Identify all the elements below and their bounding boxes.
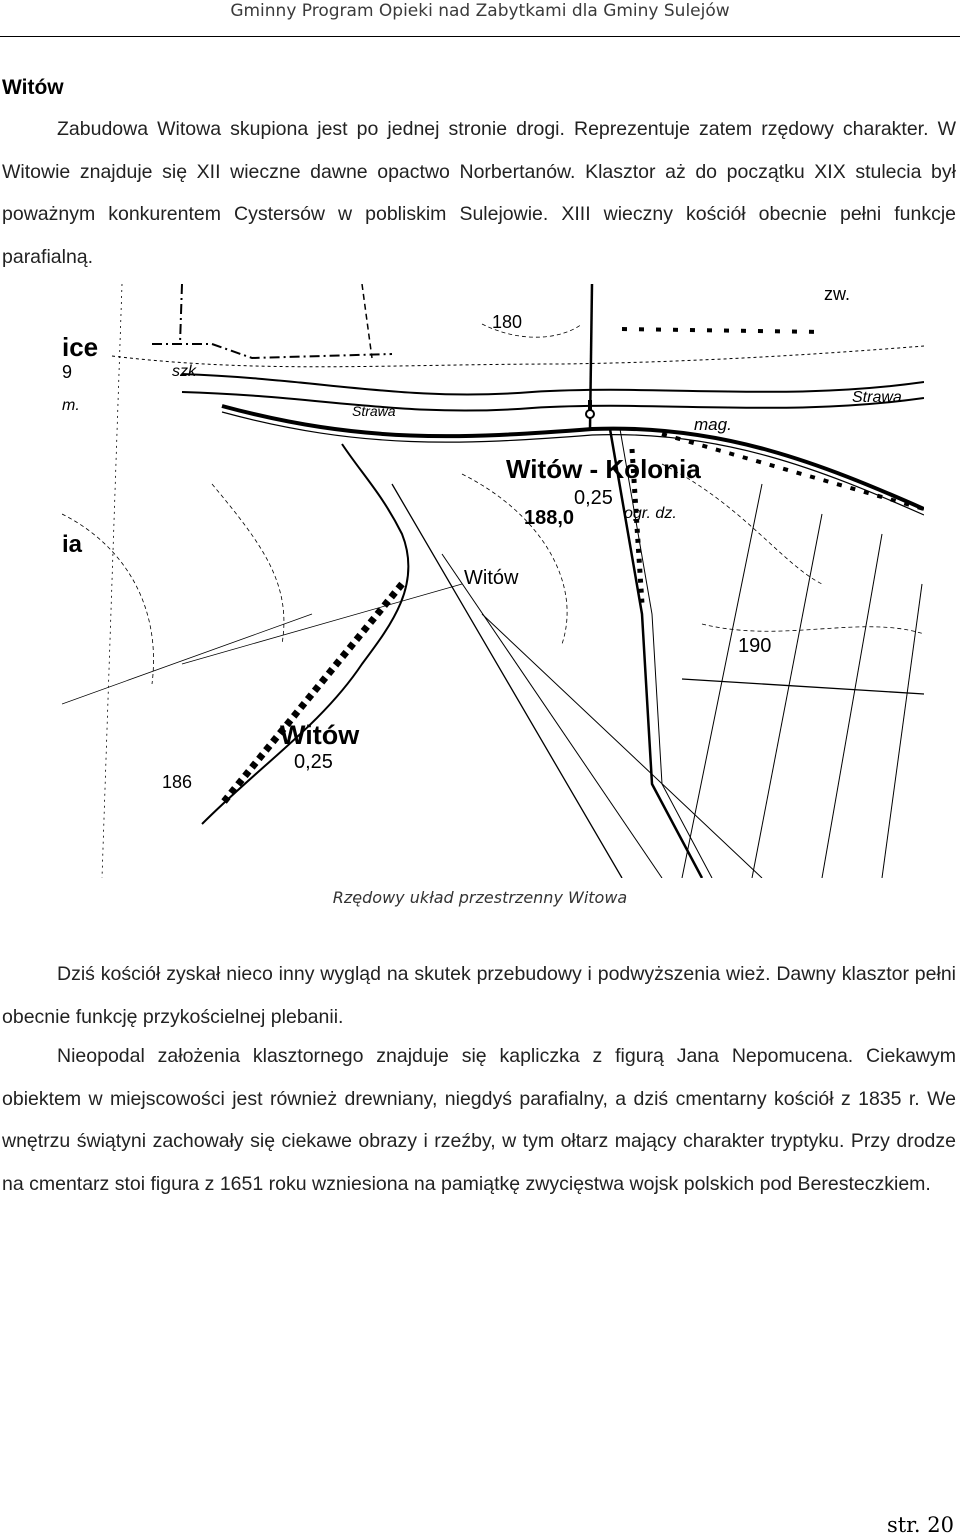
map-label-m: m. (62, 397, 80, 414)
map-label-witow-mid: Witów (464, 567, 519, 589)
map-label-strawa-right: Strawa (852, 389, 902, 406)
paragraph-third: Nieopodal założenia klasztornego znajduje się kapliczka z figurą Jana Nepomucena. Ciekawym obiektem w miejscowości jest również drewniany, niegdyś parafialny, a dziś cmentarny kościół z 1835 r. We wnętrzu świątyni zachowały się ciekawe obrazy i rzeźby, w tym ołtarz mający charakter tryptyku. Przy drodze na cmentarz stoi figura z 1651 roku wzniesiona na pamiątkę zwycięstwa wojsk polskich pod Beresteczkiem. (2, 1045, 956, 1195)
map-label-strawa-left: Strawa (352, 403, 396, 419)
map-label-elevation-188: 188,0 (524, 507, 575, 529)
map-label-szk: szk (172, 363, 196, 380)
map-label-zw: zw. (824, 284, 851, 304)
map-label-witow-kolonia: Witów - Kolonia (506, 454, 701, 484)
paragraph-intro: Zabudowa Witowa skupiona jest po jednej stronie drogi. Reprezentuje zatem rzędowy charakter. W Witowie znajduje się XII wieczne dawne opactwo Norbertanów. Klasztor aż do początku XIX stulecia był poważnym konkurentem Cystersów w pobliskim Sulejowie. XIII wieczny kościół obecnie pełni funkcje parafialną. (2, 118, 956, 268)
map-drawing (62, 284, 924, 878)
map-label-height-190: 190 (738, 635, 772, 657)
map-label-kolonia-area: 0,25 (574, 487, 613, 509)
map-label-witow-area: 0,25 (294, 751, 333, 773)
map-label-ogr-dz: ogr. dz. (624, 505, 677, 522)
page-header (0, 0, 960, 37)
map-label-ia: ia (62, 531, 83, 558)
map-label-ice: ice (62, 332, 99, 362)
map-label-nine: 9 (62, 362, 73, 382)
map-caption: Rzędowy układ przestrzenny Witowa (332, 888, 628, 907)
section-title: Witów (2, 76, 64, 99)
map-label-mag: mag. (694, 415, 732, 434)
page-number: str. 20 (886, 1513, 954, 1537)
map-label-height-186: 186 (162, 772, 193, 792)
header-title: Gminny Program Opieki nad Zabytkami dla Gminy Sulejów (230, 1, 730, 21)
map-label-witow-village: Witów (280, 720, 360, 750)
topographic-map (62, 284, 924, 878)
map-label-height-180: 180 (492, 312, 523, 332)
paragraph-second: Dziś kościół zyskał nieco inny wygląd na skutek przebudowy i podwyższenia wież. Dawny klasztor pełni obecnie funkcję przykościelnej plebanii. (2, 963, 956, 1028)
